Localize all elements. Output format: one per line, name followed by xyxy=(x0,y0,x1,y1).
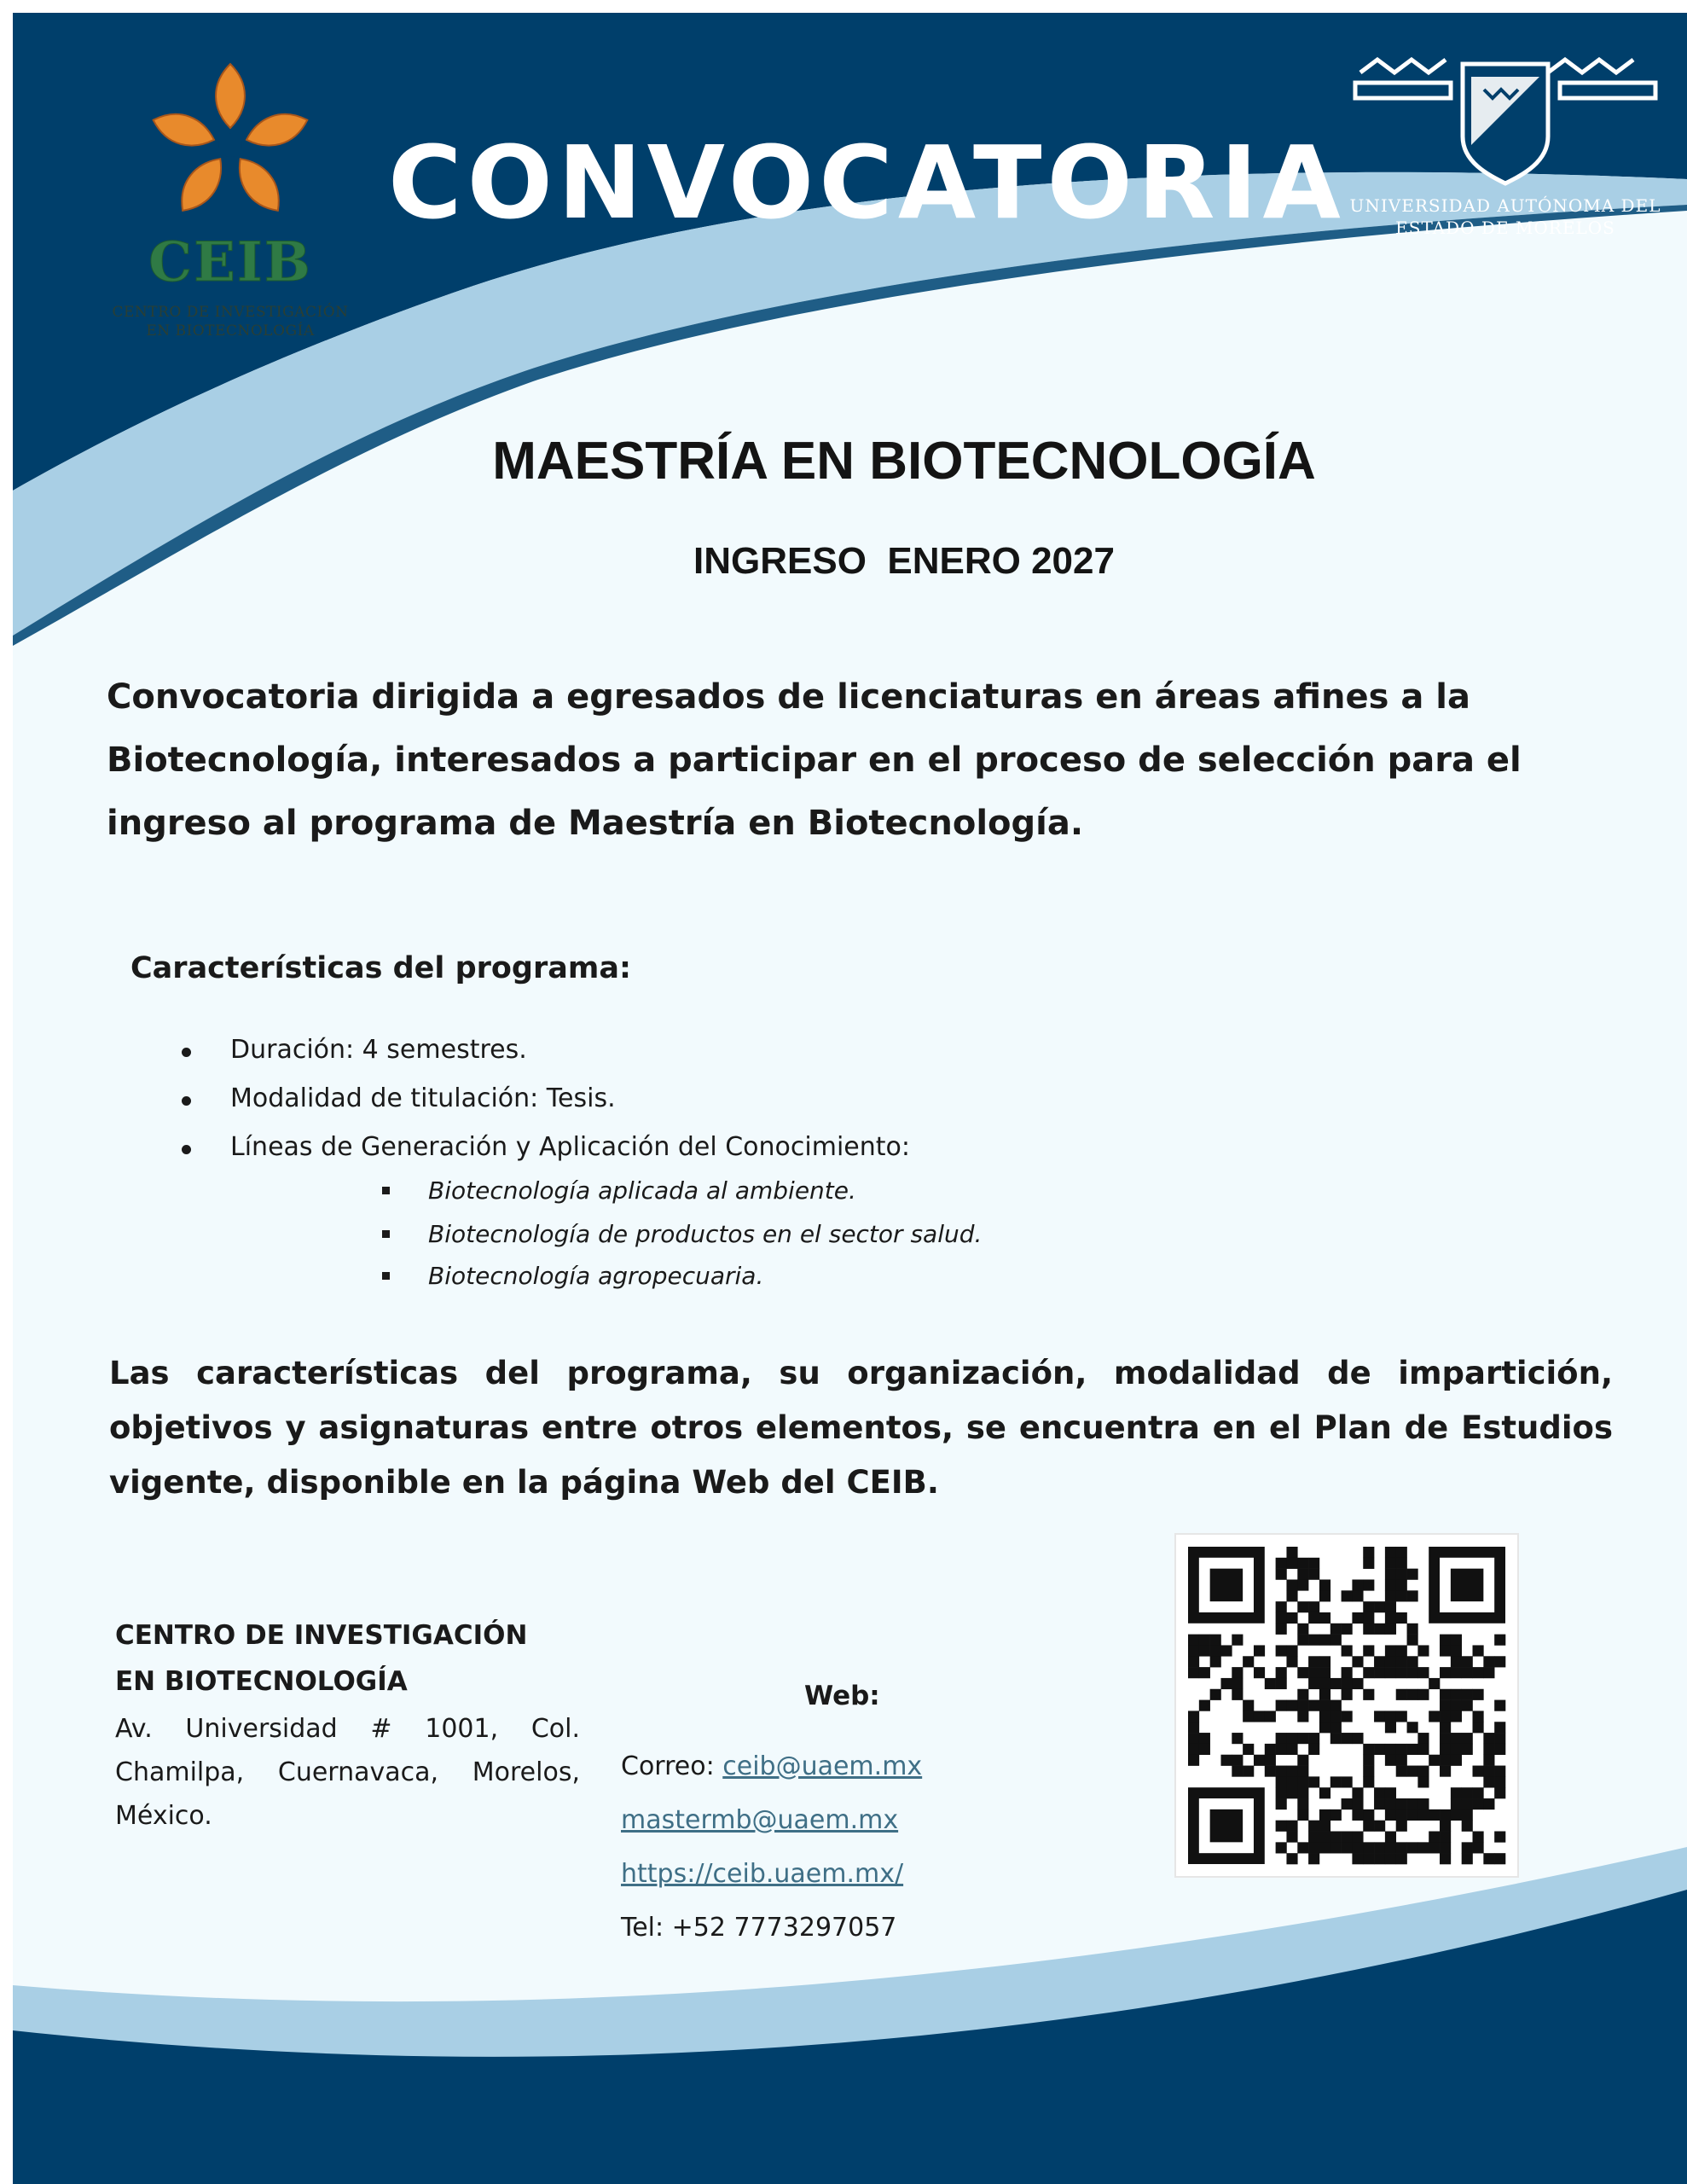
phone: Tel: +52 7773297057 xyxy=(621,1913,897,1943)
address: Av. Universidad # 1001, Col. Chamilpa, Cuernavaca, Morelos, México. xyxy=(115,1714,580,1831)
website-link[interactable]: https://ceib.uaem.mx/ xyxy=(621,1859,904,1889)
research-line-item: Biotecnología de productos en el sector salud. xyxy=(428,1220,983,1248)
email-link-master[interactable]: mastermb@uaem.mx xyxy=(621,1805,899,1835)
uaem-logo xyxy=(1343,38,1667,252)
intro-paragraph: Convocatoria dirigida a egresados de licenciaturas en áreas afines a la Biotecnología, interesados a participar en el proceso de selección para el ingreso al programa de Maestría en Biotecnología. xyxy=(107,677,1522,843)
email-line-2 xyxy=(621,1805,898,1835)
bullet-dot xyxy=(182,1145,191,1154)
email-label: Correo: xyxy=(621,1751,723,1781)
poster xyxy=(13,13,1687,2184)
centro-name-line1: CENTRO DE INVESTIGACIÓN xyxy=(115,1620,528,1651)
qr-code-icon xyxy=(1176,1535,1517,1876)
ceib-wordmark: CEIB xyxy=(148,230,312,294)
program-title: MAESTRÍA EN BIOTECNOLOGÍA xyxy=(492,432,1316,491)
email-link-ceib[interactable]: ceib@uaem.mx xyxy=(722,1751,923,1781)
bullet-square xyxy=(382,1187,390,1194)
ceib-subtitle-line1: CENTRO DE INVESTIGACIÓN xyxy=(112,304,349,321)
features-heading: Características del programa: xyxy=(130,951,631,985)
website-line xyxy=(621,1859,903,1889)
plan-paragraph: Las características del programa, su organización, modalidad de impartición, objetivos y asignaturas entre otros elementos, se encuentra en el Plan de Estudios vigente, disponible en la página Web del CEIB. xyxy=(109,1355,1613,1501)
uaem-name-line2: ESTADO DE MORELOS xyxy=(1395,218,1615,238)
feature-item: Duración: 4 semestres. xyxy=(230,1035,527,1065)
convocatoria-title: CONVOCATORIA xyxy=(388,124,1346,241)
centro-name xyxy=(115,1612,580,1705)
research-line-item: Biotecnología agropecuaria. xyxy=(428,1262,764,1290)
email-line xyxy=(621,1751,922,1781)
web-label: Web: xyxy=(804,1681,880,1711)
bullet-square xyxy=(382,1230,390,1238)
centro-name-line2: EN BIOTECNOLOGÍA xyxy=(115,1666,408,1697)
feature-item: Líneas de Generación y Aplicación del Conocimiento: xyxy=(230,1132,910,1162)
bullet-dot xyxy=(182,1048,191,1057)
bullet-square xyxy=(382,1272,390,1280)
uaem-name-line1: UNIVERSIDAD AUTÓNOMA DEL xyxy=(1349,195,1661,216)
ceib-star-icon xyxy=(111,60,350,230)
feature-item: Modalidad de titulación: Tesis. xyxy=(230,1083,616,1113)
research-line-item: Biotecnología aplicada al ambiente. xyxy=(428,1176,856,1205)
bullet-dot xyxy=(182,1096,191,1106)
uaem-name xyxy=(1343,195,1667,239)
ceib-subtitle-line2: EN BIOTECNOLOGÍA xyxy=(146,322,315,340)
qr-code xyxy=(1174,1533,1519,1878)
program-intake: INGRESO ENERO 2027 xyxy=(693,540,1115,582)
uaem-shield-icon xyxy=(1343,38,1667,188)
ceib-logo xyxy=(94,60,367,350)
ceib-subtitle xyxy=(94,303,367,340)
